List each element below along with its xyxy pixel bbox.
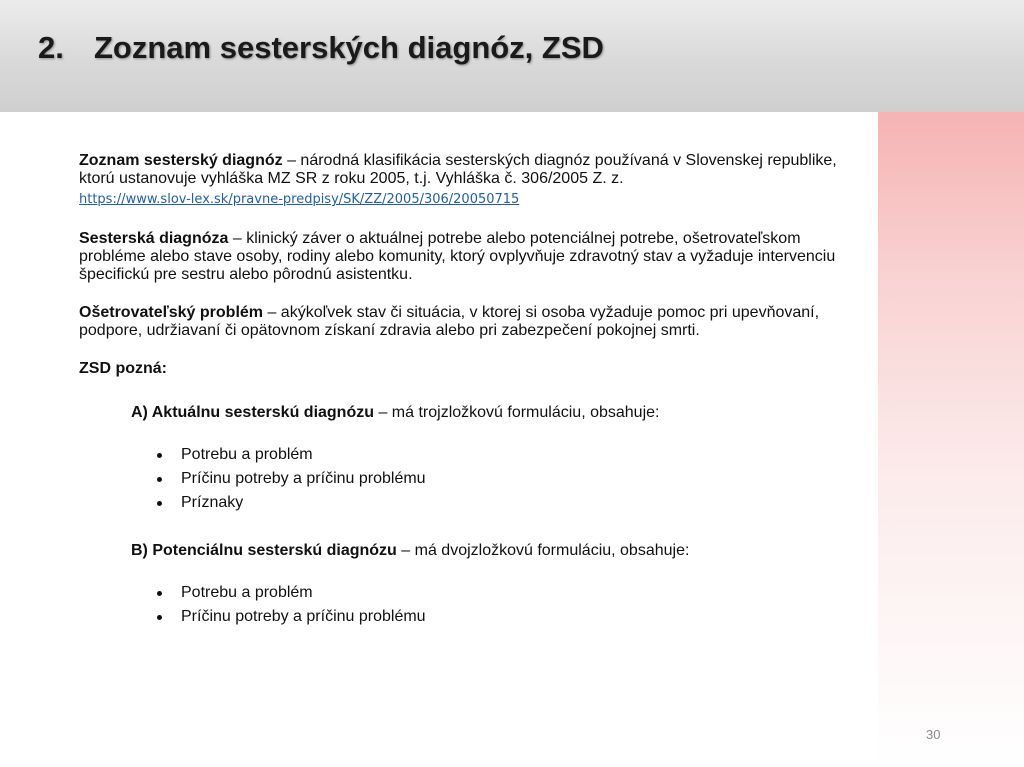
decorative-side-panel bbox=[878, 112, 1024, 767]
paragraph-osetrovatelsky-problem bbox=[79, 304, 864, 340]
term-osetrovatelsky-problem: Ošetrovateľský problém bbox=[79, 304, 264, 321]
section-a-title: A) Aktuálnu sesterskú diagnózu bbox=[131, 404, 374, 421]
paragraph-sesterska-diagnoza bbox=[79, 230, 864, 284]
page-number: 30 bbox=[926, 727, 941, 742]
section-a-description: – má trojzložkovú formuláciu, obsahuje: bbox=[374, 404, 660, 421]
bullet-icon bbox=[157, 591, 162, 596]
list-item bbox=[153, 608, 864, 632]
section-b-title: B) Potenciálnu sesterskú diagnózu bbox=[131, 542, 397, 559]
section-b-heading bbox=[131, 542, 864, 560]
list-item-text: Príčinu potreby a príčinu problému bbox=[181, 608, 426, 625]
list-item bbox=[153, 446, 864, 470]
definition-osetrovatelsky-problem: – akýkoľvek stav či situácia, v ktorej si osoba vyžaduje pomoc pri upevňovaní, podpore, udržiavaní či opätovnom získaní zdravia alebo pri zabezpečení pokojnej smrti. bbox=[79, 304, 820, 339]
slide-content bbox=[79, 152, 864, 656]
section-a-list bbox=[153, 446, 864, 518]
slov-lex-link[interactable]: https://www.slov-lex.sk/pravne-predpisy/SK/ZZ/2005/306/20050715 bbox=[79, 192, 520, 207]
list-item-text: Potrebu a problém bbox=[181, 446, 313, 463]
list-item bbox=[153, 584, 864, 608]
list-item bbox=[153, 470, 864, 494]
bullet-icon bbox=[157, 615, 162, 620]
section-b-list bbox=[153, 584, 864, 632]
definition-sesterska-diagnoza: – klinický záver o aktuálnej potrebe alebo potenciálnej potrebe, ošetrovateľskom probléme alebo stave osoby, rodiny alebo komunity, ktorý ovplyvňuje zdravotný stav a vyžaduje intervenciu špecifickú pre sestru alebo pôrodnú asistentku. bbox=[79, 230, 836, 283]
term-zoznam: Zoznam sesterský diagnóz bbox=[79, 152, 283, 169]
bullet-icon bbox=[157, 501, 162, 506]
slide-title bbox=[38, 30, 604, 66]
zsd-heading: ZSD pozná: bbox=[79, 360, 167, 377]
list-item-text: Príčinu potreby a príčinu problému bbox=[181, 470, 426, 487]
term-sesterska-diagnoza: Sesterská diagnóza bbox=[79, 230, 229, 247]
bullet-icon bbox=[157, 453, 162, 458]
definition-zoznam: – národná klasifikácia sesterských diagnóz používaná v Slovenskej republike, ktorú ustanovuje vyhláška MZ SR z roku 2005, t.j. Vyhláška č. 306/2005 Z. z. bbox=[79, 152, 837, 187]
list-item-text: Príznaky bbox=[181, 494, 244, 511]
list-item-text: Potrebu a problém bbox=[181, 584, 313, 601]
bullet-icon bbox=[157, 477, 162, 482]
title-text: Zoznam sesterských diagnóz, ZSD bbox=[94, 30, 604, 65]
section-b-description: – má dvojzložkovú formuláciu, obsahuje: bbox=[396, 542, 690, 559]
paragraph-zoznam bbox=[79, 152, 864, 188]
slide-header bbox=[0, 0, 1024, 112]
title-number: 2. bbox=[38, 30, 64, 65]
section-a-heading bbox=[131, 404, 864, 422]
list-item bbox=[153, 494, 864, 518]
